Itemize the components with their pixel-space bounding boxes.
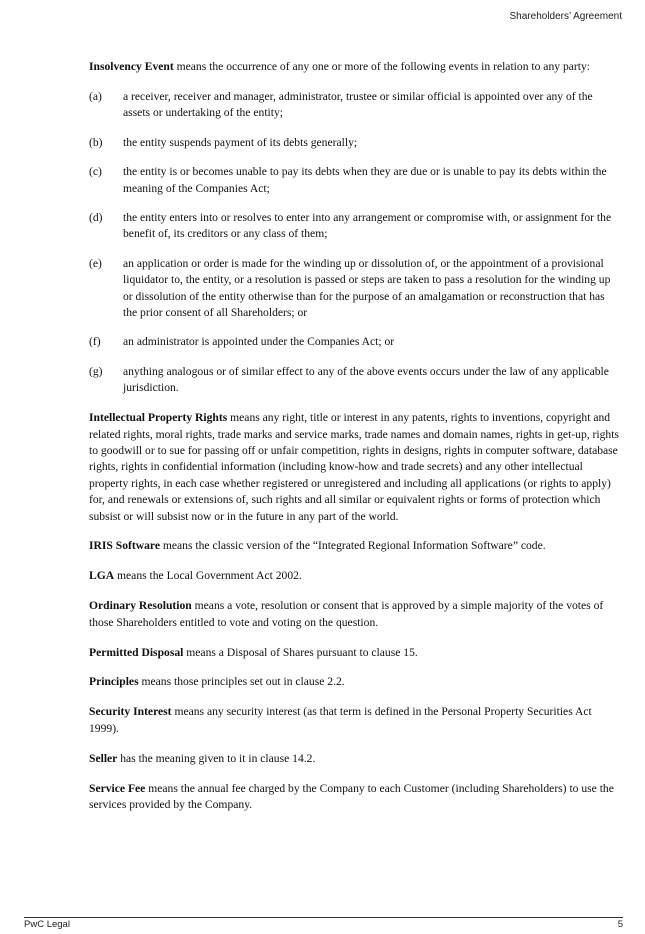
definition-term: Ordinary Resolution bbox=[89, 599, 192, 613]
list-item-label: (e) bbox=[89, 256, 102, 270]
definition-text: means the classic version of the “Integrated Regional Information Software” code. bbox=[159, 539, 546, 553]
definition-service-fee bbox=[89, 781, 621, 814]
definition-term: Principles bbox=[89, 675, 139, 689]
list-item-text: an administrator is appointed under the Companies Act; or bbox=[123, 335, 395, 349]
definition-intellectual-property-rights bbox=[89, 410, 621, 525]
page-number: 5 bbox=[617, 919, 623, 930]
definition-text: means the Local Government Act 2002. bbox=[114, 569, 302, 583]
list-item-text: an application or order is made for the winding up or dissolution of, or the appointment of a provisional liquidator to, the entity, or a resolution is passed or steps are taken to pass a resolution for the winding up or dissolution of the entity otherwise than for the purpose of an amalgamation or reconstruction that has the prior consent of all Shareholders; or bbox=[123, 256, 611, 319]
header-title: Shareholders’ Agreement bbox=[509, 11, 622, 22]
list-item bbox=[89, 364, 621, 397]
definition-seller bbox=[89, 751, 621, 767]
definition-term: Intellectual Property Rights bbox=[89, 411, 228, 425]
definition-insolvency-event bbox=[89, 59, 621, 75]
list-item-label: (c) bbox=[89, 165, 102, 179]
list-item-text: anything analogous or of similar effect to any of the above events occurs under the law of any applicable jurisdiction. bbox=[123, 364, 609, 395]
definition-permitted-disposal bbox=[89, 645, 621, 661]
list-item-label: (g) bbox=[89, 364, 103, 378]
definition-ordinary-resolution bbox=[89, 598, 621, 631]
list-item-text: the entity is or becomes unable to pay its debts when they are due or is unable to pay its debts within the meaning of the Companies Act; bbox=[123, 165, 607, 195]
definition-text: means a vote, resolution or consent that is approved by a simple majority of the votes of those Shareholders entitled to vote and voting on the question. bbox=[89, 599, 604, 629]
list-item bbox=[89, 89, 621, 122]
definition-text: means any security interest (as that term is defined in the Personal Property Securities Act 1999). bbox=[89, 705, 592, 735]
list-item bbox=[89, 256, 621, 322]
definition-text: means any right, title or interest in any patents, rights to inventions, copyright and related rights, moral rights, trade marks and service marks, trade names and domain names, rights in get-up, rights to goodwill or to sue for passing off or unfair competition, rights in designs, rights in computer software, database rights, rights in confidential information (including know-how and trade secrets) and any other intellectual property rights, in each case whether registered or unregistered and including all applications (or rights to apply) for, and renewals or extensions of, such rights and all similar or equivalent rights or forms of protection which subsist or will subsist now or in the future in any part of the world. bbox=[89, 411, 619, 523]
list-item-label: (f) bbox=[89, 335, 101, 349]
definition-lga bbox=[89, 568, 621, 584]
insolvency-list bbox=[89, 89, 621, 397]
definition-term: IRIS Software bbox=[89, 539, 160, 553]
list-item-text: a receiver, receiver and manager, administrator, trustee or similar official is appointed over any of the assets or undertaking of the entity; bbox=[123, 89, 593, 120]
list-item bbox=[89, 210, 621, 243]
definition-text: means those principles set out in clause 2.2. bbox=[138, 675, 345, 689]
list-item bbox=[89, 135, 621, 151]
definition-security-interest bbox=[89, 704, 621, 737]
list-item bbox=[89, 334, 621, 350]
list-item-label: (d) bbox=[89, 210, 103, 224]
definition-text: means a Disposal of Shares pursuant to clause 15. bbox=[183, 645, 418, 659]
definition-term: Seller bbox=[89, 751, 118, 765]
list-item-text: the entity enters into or resolves to enter into any arrangement or compromise with, or assignment for the benefit of, its creditors or any class of them; bbox=[123, 210, 612, 241]
definition-term: Insolvency Event bbox=[89, 60, 174, 73]
definition-term: LGA bbox=[89, 569, 115, 583]
list-item bbox=[89, 164, 621, 197]
definitions-body bbox=[89, 59, 621, 827]
footer-firm-name: PwC Legal bbox=[24, 919, 70, 930]
definition-term: Permitted Disposal bbox=[89, 645, 184, 659]
footer-divider bbox=[24, 917, 623, 918]
definition-text: means the annual fee charged by the Company to each Customer (including Shareholders) to use the services provided by the Company. bbox=[89, 781, 614, 811]
list-item-text: the entity suspends payment of its debts generally; bbox=[123, 135, 358, 149]
definition-term: Security Interest bbox=[89, 705, 172, 719]
definition-term: Service Fee bbox=[89, 781, 146, 795]
definition-principles bbox=[89, 674, 621, 690]
definition-text: means the occurrence of any one or more of the following events in relation to any party: bbox=[173, 60, 590, 73]
list-item-label: (b) bbox=[89, 135, 103, 149]
definition-text: has the meaning given to it in clause 14.2. bbox=[117, 751, 316, 765]
definition-iris-software bbox=[89, 538, 621, 554]
list-item-label: (a) bbox=[89, 89, 102, 103]
